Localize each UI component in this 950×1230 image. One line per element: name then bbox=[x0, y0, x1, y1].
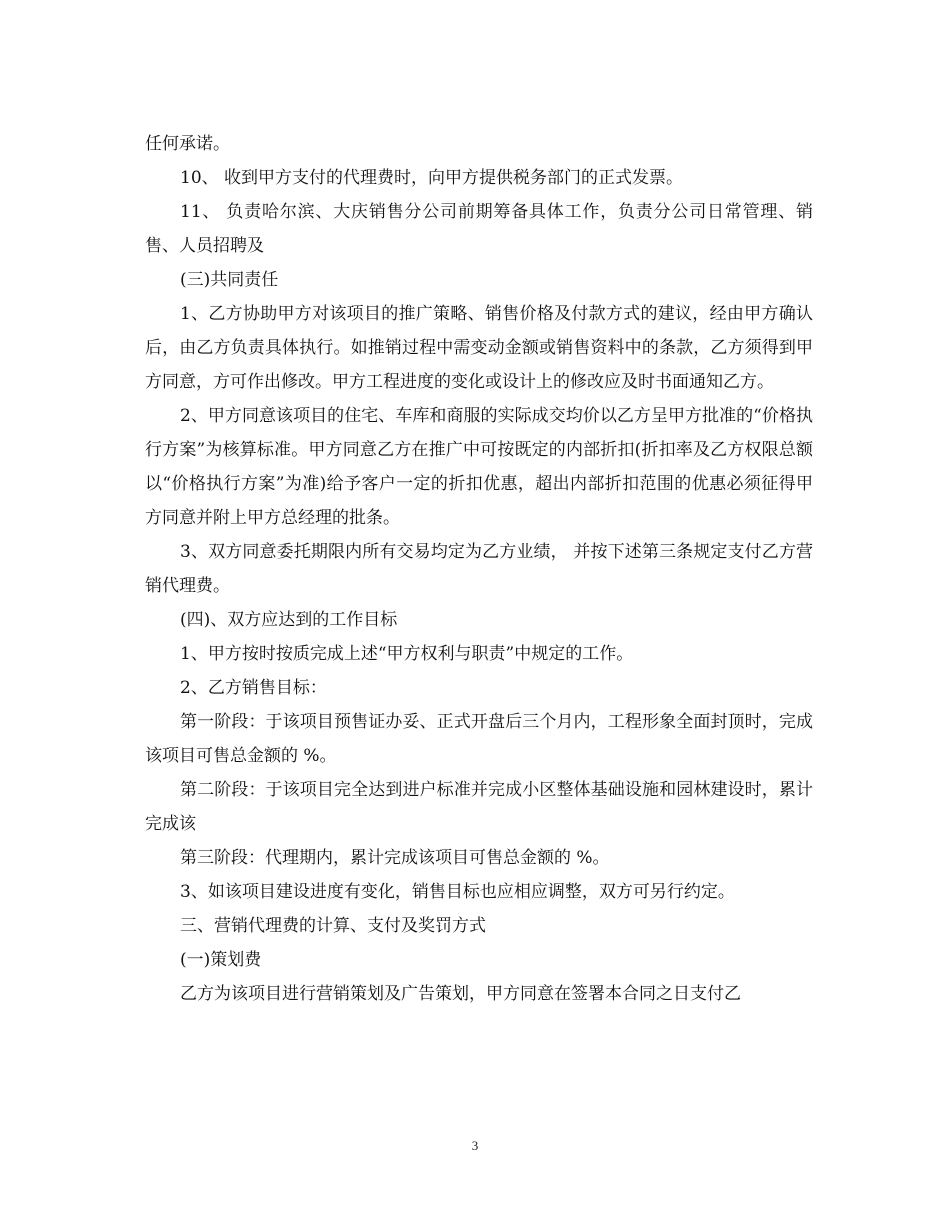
document-body bbox=[145, 127, 813, 1011]
paragraph: 三、营销代理费的计算、支付及奖罚方式 bbox=[180, 916, 486, 936]
paragraph: (一)策划费 bbox=[180, 950, 262, 970]
paragraph: 乙方为该项目进行营销策划及广告策划，甲方同意在签署本合同之日支付乙 bbox=[180, 984, 741, 1004]
paragraph: 2、甲方同意该项目的住宅、车库和商服的实际成交均价以乙方呈甲方批准的“价格执行方案”为核算标准。甲方同意乙方在推广中可按既定的内部折扣(折扣率及乙方权限总额以“价格执行方案”为准)给予客户一定的折扣优惠，超出内部折扣范围的优惠必须征得甲方同意并附上甲方总经理的批条。 bbox=[145, 406, 813, 528]
paragraph: 任何承诺。 bbox=[145, 134, 230, 154]
paragraph: 2、乙方销售目标： bbox=[180, 678, 327, 698]
paragraph: 10、 收到甲方支付的代理费时，向甲方提供税务部门的正式发票。 bbox=[180, 168, 684, 188]
paragraph: 3、如该项目建设进度有变化，销售目标也应相应调整，双方可另行约定。 bbox=[180, 882, 735, 902]
paragraph: (四)、双方应达到的工作目标 bbox=[180, 610, 398, 630]
paragraph: (三)共同责任 bbox=[180, 270, 279, 290]
paragraph: 1、甲方按时按质完成上述“甲方权利与职责”中规定的工作。 bbox=[180, 644, 634, 664]
page-number: 3 bbox=[471, 1138, 479, 1153]
paragraph: 第二阶段：于该项目完全达到进户标准并完成小区整体基础设施和园林建设时，累计完成该 bbox=[145, 780, 813, 834]
paragraph: 1、乙方协助甲方对该项目的推广策略、销售价格及付款方式的建议，经由甲方确认后，由乙方负责具体执行。如推销过程中需变动金额或销售资料中的条款，乙方须得到甲方同意，方可作出修改。甲方工程进度的变化或设计上的修改应及时书面通知乙方。 bbox=[145, 304, 813, 392]
paragraph: 第三阶段：代理期内，累计完成该项目可售总金额的 %。 bbox=[180, 848, 610, 868]
paragraph: 3、双方同意委托期限内所有交易均定为乙方业绩， 并按下述第三条规定支付乙方营销代理费。 bbox=[145, 542, 813, 596]
paragraph: 11、 负责哈尔滨、大庆销售分公司前期筹备具体工作，负责分公司日常管理、销售、人员招聘及 bbox=[145, 202, 813, 256]
paragraph: 第一阶段：于该项目预售证办妥、正式开盘后三个月内，工程形象全面封顶时，完成该项目可售总金额的 %。 bbox=[145, 712, 813, 766]
